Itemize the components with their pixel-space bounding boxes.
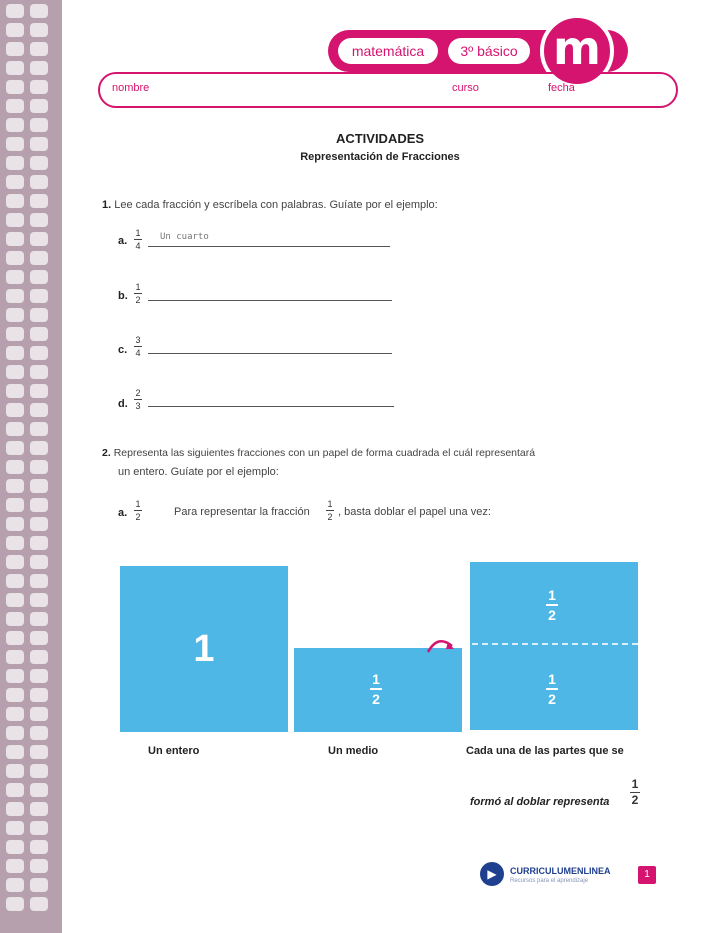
fraction-numerator: 1 — [327, 499, 333, 509]
strip-square — [30, 612, 48, 626]
fold-line — [472, 643, 638, 645]
course-label: curso — [452, 82, 479, 94]
strip-square — [30, 441, 48, 455]
activity1-instruction — [102, 199, 438, 211]
fraction-denominator: 2 — [548, 691, 556, 707]
lower-half-fraction — [546, 672, 558, 706]
strip-square — [30, 346, 48, 360]
strip-square — [6, 802, 24, 816]
strip-square — [30, 251, 48, 265]
example-text-b: , basta doblar el papel una vez: — [338, 506, 491, 518]
date-label: fecha — [548, 82, 575, 94]
strip-square — [30, 517, 48, 531]
activity2-instruction-line2: un entero. Guíate por el ejemplo: — [118, 466, 279, 478]
example-a-label: a. — [118, 507, 128, 519]
strip-square — [30, 61, 48, 75]
fraction-denominator: 2 — [327, 512, 333, 522]
strip-square — [6, 23, 24, 37]
strip-square — [30, 175, 48, 189]
folded-half-fraction — [370, 672, 382, 706]
fold-arrow-icon — [422, 632, 462, 656]
strip-square — [6, 213, 24, 227]
strip-square — [6, 821, 24, 835]
fraction-denominator: 4 — [135, 348, 141, 358]
strip-square — [6, 612, 24, 626]
strip-square — [30, 80, 48, 94]
strip-square — [6, 4, 24, 18]
fraction-numerator: 1 — [372, 671, 380, 687]
strip-square — [6, 517, 24, 531]
item-d-fraction — [134, 388, 142, 411]
whole-square — [120, 566, 288, 732]
strip-square — [6, 897, 24, 911]
strip-square — [6, 289, 24, 303]
caption-parts-line2: formó al doblar representa — [470, 796, 610, 808]
fraction-denominator: 2 — [135, 295, 141, 305]
strip-square — [30, 536, 48, 550]
student-info-bar — [98, 72, 678, 108]
strip-square — [30, 403, 48, 417]
strip-square — [30, 821, 48, 835]
strip-square — [30, 802, 48, 816]
item-b-fraction — [134, 282, 142, 305]
strip-square — [30, 422, 48, 436]
item-a-fraction — [134, 228, 142, 251]
strip-square — [30, 365, 48, 379]
strip-square — [30, 4, 48, 18]
strip-square — [6, 726, 24, 740]
strip-square — [30, 840, 48, 854]
strip-square — [30, 669, 48, 683]
fraction-numerator: 3 — [135, 335, 141, 345]
activity1-text: Lee cada fracción y escríbela con palabras. Guíate por el ejemplo: — [114, 199, 438, 211]
item-a-answer: Un cuarto — [160, 232, 209, 242]
strip-square — [6, 707, 24, 721]
page-title: ACTIVIDADES — [335, 131, 425, 146]
strip-square — [6, 536, 24, 550]
strip-square — [6, 688, 24, 702]
caption-half: Un medio — [328, 745, 379, 757]
item-a-label: a. — [118, 235, 128, 247]
strip-square — [6, 308, 24, 322]
strip-square — [30, 118, 48, 132]
strip-square — [30, 289, 48, 303]
strip-square — [30, 384, 48, 398]
strip-square — [30, 42, 48, 56]
item-d-answer-line[interactable] — [148, 406, 394, 407]
whole-value: 1 — [193, 627, 215, 670]
strip-square — [30, 783, 48, 797]
fraction-denominator: 4 — [135, 241, 141, 251]
fraction-numerator: 1 — [135, 282, 141, 292]
strip-square — [30, 479, 48, 493]
strip-square — [30, 688, 48, 702]
strip-square — [30, 99, 48, 113]
upper-half-fraction — [546, 588, 558, 622]
item-c-fraction — [134, 335, 142, 358]
strip-square — [30, 270, 48, 284]
strip-square — [30, 707, 48, 721]
strip-square — [30, 194, 48, 208]
item-c-label: c. — [118, 344, 128, 356]
activity2-instruction-line1 — [102, 447, 535, 459]
strip-square — [6, 384, 24, 398]
fraction-denominator: 2 — [135, 512, 141, 522]
strip-square — [30, 23, 48, 37]
strip-square — [6, 61, 24, 75]
strip-square — [6, 422, 24, 436]
fraction-denominator: 3 — [135, 401, 141, 411]
strip-square — [6, 593, 24, 607]
example-fraction — [134, 499, 142, 522]
strip-square — [6, 270, 24, 284]
activity1-number: 1. — [102, 199, 112, 211]
strip-square — [6, 669, 24, 683]
item-b-answer-line[interactable] — [148, 300, 392, 301]
strip-square — [6, 232, 24, 246]
strip-square — [30, 764, 48, 778]
caption-parts-line1: Cada una de las partes que se — [466, 745, 624, 757]
strip-square — [6, 365, 24, 379]
example-inline-fraction — [326, 499, 334, 522]
strip-square — [6, 251, 24, 265]
strip-square — [6, 574, 24, 588]
strip-square — [6, 764, 24, 778]
footer-tagline: Recursos para el aprendizaje — [510, 878, 589, 884]
strip-square — [30, 327, 48, 341]
strip-square — [30, 631, 48, 645]
strip-square — [6, 346, 24, 360]
strip-square — [30, 574, 48, 588]
item-c-answer-line[interactable] — [148, 353, 392, 354]
play-icon: ▶ — [480, 862, 504, 886]
fraction-denominator: 2 — [631, 793, 639, 807]
strip-square — [30, 213, 48, 227]
strip-square — [6, 327, 24, 341]
fraction-denominator: 2 — [372, 691, 380, 707]
page-subtitle: Representación de Fracciones — [300, 151, 460, 163]
strip-square — [6, 479, 24, 493]
example-text-a: Para representar la fracción — [174, 506, 310, 518]
strip-square — [30, 555, 48, 569]
strip-square — [6, 650, 24, 664]
grade-pill: 3º básico — [448, 38, 530, 64]
subject-logo: m — [540, 14, 614, 88]
fraction-denominator: 2 — [548, 607, 556, 623]
name-label: nombre — [112, 82, 150, 94]
activity2-number: 2. — [102, 447, 111, 459]
page-number: 1 — [638, 866, 656, 884]
strip-square — [6, 441, 24, 455]
strip-square — [6, 840, 24, 854]
subject-pill: matemática — [338, 38, 438, 64]
strip-square — [6, 118, 24, 132]
strip-square — [30, 878, 48, 892]
strip-square — [6, 99, 24, 113]
strip-square — [30, 232, 48, 246]
strip-square — [6, 859, 24, 873]
activity2-text-1: Representa las siguientes fracciones con un papel de forma cuadrada el cuál representará — [113, 447, 536, 459]
item-d-label: d. — [118, 398, 128, 410]
strip-square — [6, 42, 24, 56]
strip-square — [30, 726, 48, 740]
strip-square — [6, 878, 24, 892]
fraction-numerator: 1 — [548, 671, 556, 687]
strip-square — [30, 498, 48, 512]
strip-square — [6, 783, 24, 797]
strip-square — [30, 593, 48, 607]
strip-square — [6, 631, 24, 645]
strip-square — [6, 194, 24, 208]
strip-square — [30, 650, 48, 664]
strip-square — [6, 80, 24, 94]
fraction-numerator: 1 — [631, 777, 639, 791]
strip-square — [6, 498, 24, 512]
strip-square — [6, 460, 24, 474]
strip-square — [30, 308, 48, 322]
strip-square — [6, 745, 24, 759]
item-a-answer-line[interactable] — [148, 246, 390, 247]
strip-square — [30, 460, 48, 474]
caption-fraction — [630, 778, 640, 807]
strip-square — [30, 859, 48, 873]
strip-square — [6, 555, 24, 569]
strip-square — [6, 403, 24, 417]
fraction-numerator: 2 — [135, 388, 141, 398]
item-b-label: b. — [118, 290, 128, 302]
strip-square — [30, 897, 48, 911]
footer-brand: CURRICULUMENLINEA — [510, 866, 611, 876]
caption-whole: Un entero — [148, 745, 200, 757]
fraction-numerator: 1 — [135, 499, 141, 509]
fraction-numerator: 1 — [135, 228, 141, 238]
strip-square — [30, 745, 48, 759]
fraction-numerator: 1 — [548, 587, 556, 603]
strip-square — [6, 175, 24, 189]
